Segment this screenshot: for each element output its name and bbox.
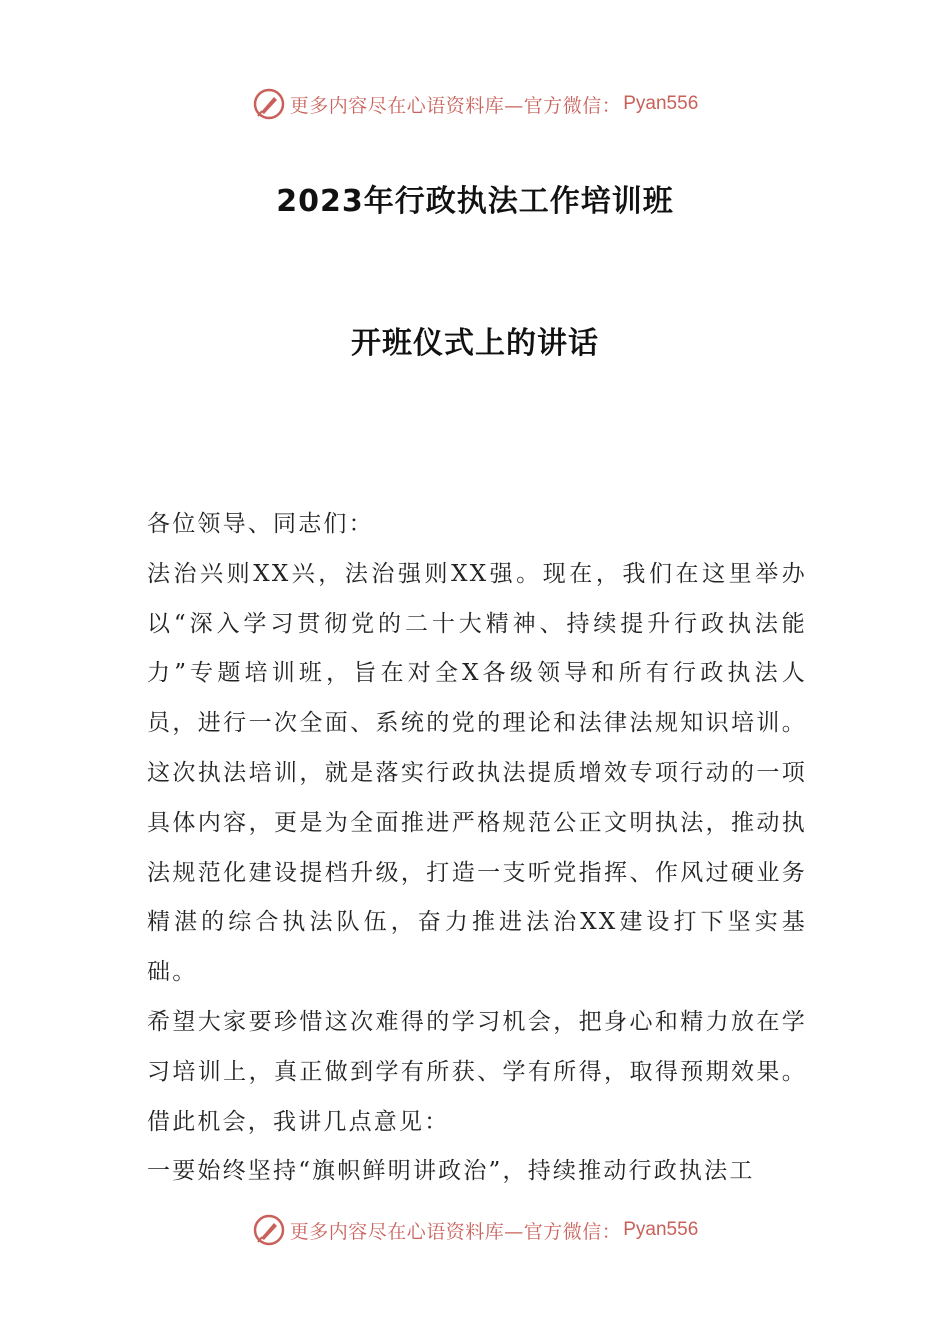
watermark-wechat-id: Pyan556	[623, 93, 699, 114]
paragraph: 希望大家要珍惜这次难得的学习机会，把身心和精力放在学习培训上，真正做到学有所获、学有所得，取得预期效果。借此机会，我讲几点意见：	[147, 1008, 807, 1135]
document-body	[147, 500, 807, 1197]
paragraph: 一要始终坚持“旗帜鲜明讲政治”，持续推动行政执法工	[147, 1158, 755, 1185]
paragraph-salutation: 各位领导、同志们：	[147, 511, 374, 537]
paragraph: 法治兴则XX兴，法治强则XX强。现在，我们在这里举办以“深入学习贯彻党的二十大精神、持续提升行政执法能力”专题培训班，旨在对全X各级领导和所有行政执法人员，进行一次全面、系统的党的理论和法律法规知识培训。这次执法培训，就是落实行政执法提质增效专项行动的一项具体内容，更是为全面推进严格规范公正文明执法，推动执法规范化建设提档升级，打造一支听党指挥、作风过硬业务精湛的综合执法队伍，奋力推进法治XX建设打下坚实基础。	[147, 560, 807, 986]
document-subtitle: 开班仪式上的讲话	[351, 326, 599, 361]
watermark-header	[0, 84, 950, 124]
watermark-text: 更多内容尽在心语资料库—官方微信：	[289, 94, 622, 117]
watermark-text: 更多内容尽在心语资料库—官方微信：	[289, 1220, 622, 1243]
pen-logo-icon	[252, 1213, 286, 1247]
pen-logo-icon	[252, 87, 286, 121]
watermark-wechat-id: Pyan556	[623, 1219, 699, 1240]
document-title: 2023年行政执法工作培训班	[276, 184, 674, 219]
watermark-footer	[0, 1210, 950, 1250]
